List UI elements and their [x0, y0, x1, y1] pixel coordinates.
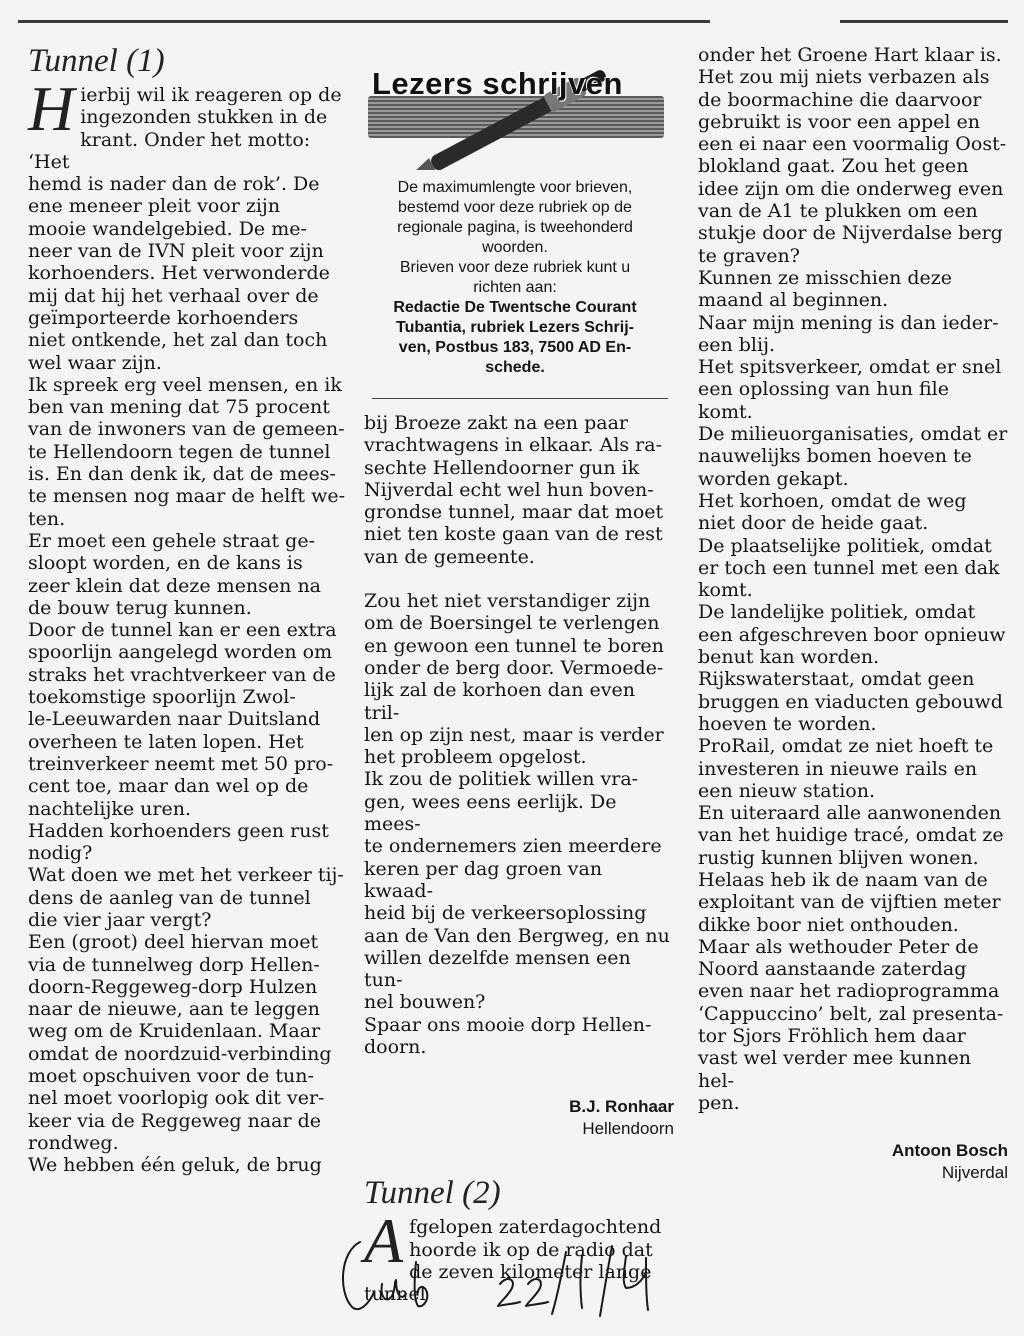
letter2-body-col2: fgelopen zaterdagochtend hoorde ik op de radio dat de zeven kilometer lange tunnel [364, 1216, 662, 1306]
letter2-signature [698, 1140, 1008, 1184]
letter1-body-col2a: bij Broeze zakt na een paar vrachtwagens in elkaar. Als ra- sechte Hellendoorner gun ik Nijverdal echt wel hun boven- grondse tunnel, maar dat moet niet ten koste gaan van de rest van de gemeente. [364, 412, 664, 568]
letter1-dropcap: H [28, 73, 75, 144]
rubric-intro [360, 178, 670, 378]
letter2-title: Tunnel (2) [364, 1175, 501, 1212]
letter2-body-col3: onder het Groene Hart klaar is. Het zou mij niets verbazen als de boormachine die daarvoor gebruikt is voor een appel en een ei naar een voormalig Oost- blokland gaat. Zou het geen idee zijn om die onderweg even van de A1 te plukken om een stukje door de Nijverdalse berg te graven? Kunnen ze misschien deze maand al beginnen. Naar mijn mening is dan ieder- een blij. Het spitsverkeer, omdat er snel een oplossing van hun file komt. De milieuorganisaties, omdat er nauwelijks bomen hoeven te worden gekapt. Het korhoen, omdat de weg niet door de heide gaat. De plaatselijke politiek, omdat er toch een tunnel met een dak komt. De landelijke politiek, omdat een afgeschreven boor opnieuw benut kan worden. Rijkswaterstaat, omdat geen bruggen en viaducten gebouwd hoeven te worden. ProRail, omdat ze niet hoeft te investeren in nieuwe rails en een nieuw station. En uiteraard alle aanwonenden van het huidige tracé, omdat ze rustig kunnen blijven wonen. Helaas heb ik de naam van de exploitant van de vijftien meter dikke boor niet onthouden. Maar als wethouder Peter de Noord aanstaande zaterdag even naar het radioprogramma ‘Cappuccino’ belt, zal presenta- tor Sjors Fröhlich hem daar vast wel verder mee kunnen hel- pen. [698, 44, 1008, 1114]
top-rule-left [18, 20, 710, 23]
letter1-body-col2b: Zou het niet verstandiger zijn om de Boersingel te verlengen en gewoon een tunnel te boren onder de berg door. Vermoede- lijk zal de korhoen dan even tril- len op zijn nest, maar is verder het probleem opgelost. Ik zou de politiek willen vra- gen, wees eens eerlijk. De mees- te ondernemers zien meerdere keren per dag groen van kwaad- heid bij de verkeersoplossing aan de Van den Bergweg, en nu willen dezelfde mensen een tun- nel bouwen? Spaar ons mooie dorp Hellen- doorn. [364, 590, 670, 1059]
rubric-divider [372, 398, 668, 399]
paragraph-gap [364, 568, 674, 590]
letter1-body-col1: ierbij wil ik reageren op de ingezonden stukken in de krant. Onder het motto: ‘Het hemd is nader dan de rok’. De ene meneer pleit voor zijn mooie wandelgebied. De me- neer van de IVN pleit voor zijn korhoenders. Het verwonderde mij dat hij het verhaal over de geïmporteerde korhoenders niet ontkende, het zal dan toch wel waar zijn. Ik spreek erg veel mensen, en ik ben van mening dat 75 procent van de inwoners van de gemeen- te Hellendoorn tegen de tunnel is. En dan denk ik, dat de mees- te mensen nog maar de helft we- ten. Er moet een gehele straat ge- sloopt worden, en de kans is zeer klein dat deze mensen na de bouw terug kunnen. Door de tunnel kan er een extra spoorlijn aangelegd worden om straks het vrachtverkeer van de toekomstige spoorlijn Zwol- le-Leeuwarden naar Duitsland overheen te laten lopen. Het treinverkeer neemt met 50 pro- cent toe, maar dan wel op de nachtelijke uren. Hadden korhoenders geen rust nodig? Wat doen we met het verkeer tij- dens de aanleg van de tunnel die vier jaar vergt? Een (groot) deel hiervan moet via de tunnelweg dorp Hellen- doorn-Reggeweg-dorp Hulzen naar de nieuwe, aan te leggen weg om de Kruidenlaan. Maar omdat de noordzuid-verbinding moet opschuiven voor de tun- nel moet voorlopig ook dit ver- keer via de Reggeweg naar de rondweg. We hebben één geluk, de brug [28, 84, 345, 1177]
rubric-address: Redactie De Twentsche Courant Tubantia, rubriek Lezers Schrij- ven, Postbus 183, 7500 AD En- schede. [393, 299, 637, 376]
letter1-signature [364, 1096, 674, 1140]
handwritten-annotation [330, 1222, 660, 1322]
rubric-address-intro: Brieven voor deze rubriek kunt u richten aan: [399, 259, 631, 296]
letter1-place: Hellendoorn [582, 1119, 674, 1139]
column-1 [28, 42, 350, 1177]
letter2-dropcap: A [364, 1205, 404, 1277]
letter1-title: Tunnel (1) [28, 43, 165, 79]
rubric-heading: Lezers schrijven [372, 66, 623, 101]
letter2-author: Antoon Bosch [891, 1141, 1008, 1161]
letter2-place: Nijverdal [941, 1163, 1008, 1183]
rubric-intro-text: De maximumlengte voor brieven, bestemd voor deze rubriek op de regionale pagina, is tweehonderd woorden. [397, 179, 633, 256]
column-2 [364, 412, 674, 1306]
column-3 [698, 44, 1008, 1184]
top-rule-right [840, 20, 1008, 23]
rubric-banner [360, 52, 680, 170]
letter1-author: B.J. Ronhaar [569, 1097, 674, 1117]
